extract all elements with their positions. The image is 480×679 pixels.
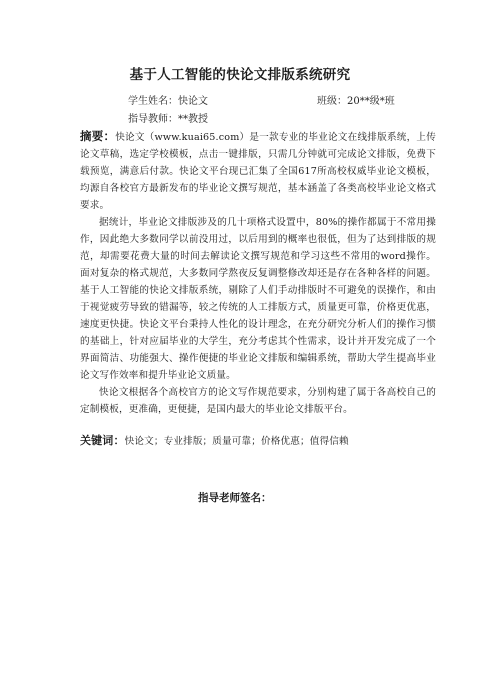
- keywords-heading: 关键词：: [80, 434, 125, 447]
- advisor-name: 指导教师：**教授: [128, 114, 208, 125]
- student-name: 学生姓名：快论文: [128, 96, 208, 107]
- abstract-paragraph-3: 快论文根据各个高校官方的论文写作规范要求，分别构建了属于各高校自己的定制模板，更准确，更便捷，是国内最大的毕业论文排版平台。: [80, 387, 436, 415]
- keywords-line: [80, 432, 436, 450]
- abstract-heading: 摘要：: [80, 129, 116, 143]
- document-title: 基于人工智能的快论文排版系统研究: [129, 67, 351, 83]
- abstract-paragraph-2: 据统计，毕业论文排版涉及的几十项格式设置中，80%的操作都属于不常用操作，因此绝大多数同学以前没用过，以后用到的概率也很低，但为了达到排版的规范，却需要花费大量的时间去解读论文撰写规范和学习这些不常用的word操作。面对复杂的格式规范，大多数同学熬夜反复调整修改却还是存在各种各样的问题。基于人工智能的快论文排版系统，剔除了人们手动排版时不可避免的误操作，和由于视觉疲劳导致的错漏等，较之传统的人工排版方式，质量更可靠，价格更优惠，速度更快捷。快论文平台秉持人性化的设计理念，在充分研究分析人们的操作习惯的基础上，针对应届毕业的大学生，充分考虑其个性需求，设计并开发完成了一个界面简洁、功能强大、操作便捷的毕业论文排版和编辑系统，帮助大学生提高毕业论文写作效率和提升毕业论文质量。: [80, 217, 436, 381]
- advisor-signature-label: 指导老师签名：: [198, 492, 272, 504]
- document-body: [80, 128, 436, 450]
- abstract-text-1: 快论文（www.kuai65.com）是一款专业的毕业论文在线排版系统，上传论文草稿，选定学校模板，点击一键排版，只需几分钟就可完成论文排版，免费下载预览，满意后付款。快论文平台现已汇集了全国617所高校权威毕业论文模板，均源自各校官方最新发布的毕业论文撰写规范，基本涵盖了各类高校毕业论文格式要求。: [80, 132, 436, 211]
- abstract-paragraph-1: [80, 128, 436, 214]
- class-info: 班级：20**级*班: [317, 96, 395, 107]
- keywords-text: 快论文；专业排版；质量可靠；价格优惠；值得信赖: [124, 436, 349, 447]
